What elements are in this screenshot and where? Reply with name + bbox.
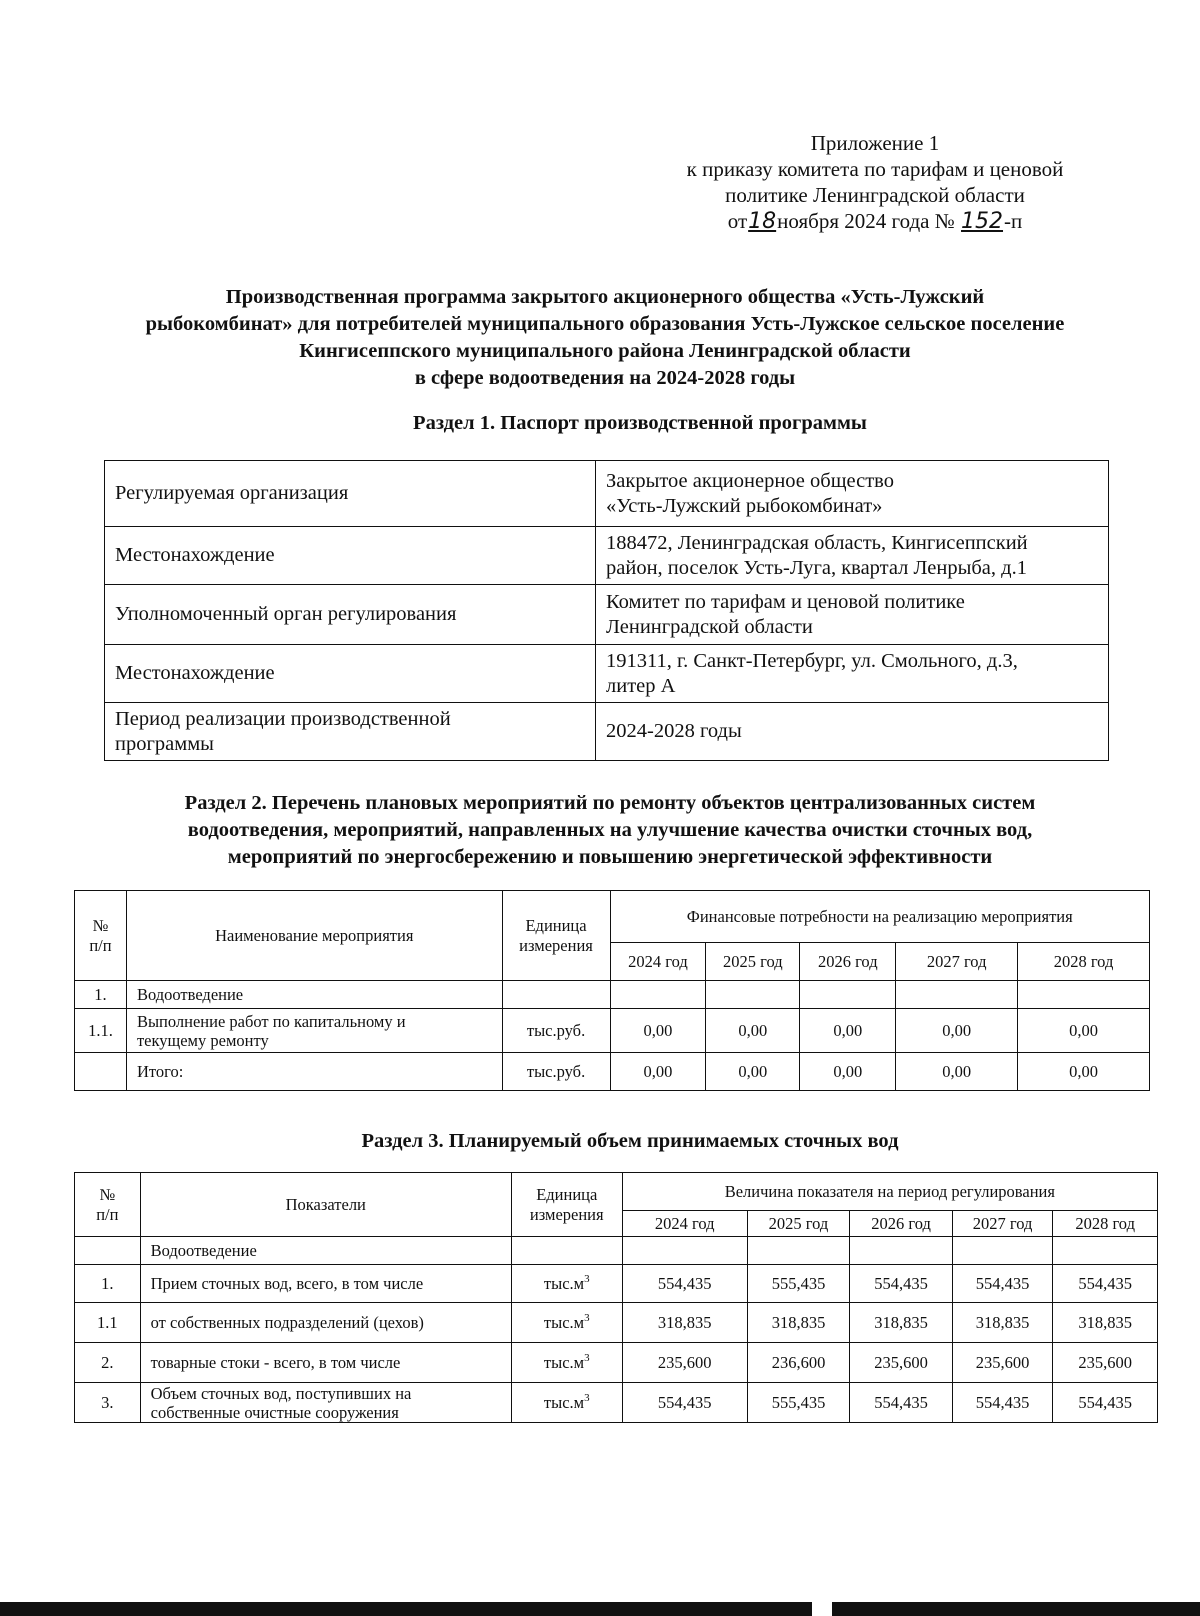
scan-edge-bar	[0, 1602, 1200, 1616]
row-value	[1053, 1237, 1158, 1265]
passport-value	[596, 585, 1109, 645]
col-header-period: Величина показателя на период регулирования	[622, 1173, 1157, 1211]
section-2-heading-line: водоотведения, мероприятий, направленных на улучшение качества очистки сточных вод,	[187, 819, 1033, 841]
col-header-year: 2024 год	[622, 1211, 747, 1237]
row-num	[75, 1237, 141, 1265]
date-prefix: от	[727, 209, 748, 233]
table-row	[75, 1265, 1158, 1303]
header-line: п/п	[89, 935, 112, 955]
header-line: №	[99, 1184, 116, 1204]
table-row	[75, 1237, 1158, 1265]
row-value: 0,00	[706, 1053, 800, 1091]
row-unit	[511, 1343, 622, 1383]
row-value	[952, 1237, 1053, 1265]
passport-label-line: Период реализации производственной	[115, 707, 451, 730]
row-value: 235,600	[1053, 1343, 1158, 1383]
row-unit: тыс.руб.	[502, 1053, 610, 1091]
row-name: Водоотведение	[140, 1237, 511, 1265]
row-value: 235,600	[850, 1343, 953, 1383]
row-value: 236,600	[747, 1343, 850, 1383]
row-value: 554,435	[1053, 1383, 1158, 1423]
volumes-table	[74, 1172, 1158, 1423]
header-line: п/п	[96, 1204, 119, 1224]
passport-label	[105, 703, 596, 761]
row-value: 235,600	[952, 1343, 1053, 1383]
row-num: 3.	[75, 1383, 141, 1423]
title-line-1: Производственная программа закрытого акционерного общества «Усть-Лужский	[225, 286, 985, 308]
table-row	[75, 1383, 1158, 1423]
row-name: от собственных подразделений (цехов)	[140, 1303, 511, 1343]
unit-base: тыс.м	[543, 1393, 585, 1412]
row-unit	[511, 1237, 622, 1265]
passport-value-line: 191311, г. Санкт-Петербург, ул. Смольного, д.3,	[606, 649, 1018, 672]
row-unit	[502, 981, 610, 1009]
row-value: 0,00	[610, 1009, 706, 1053]
row-value: 554,435	[850, 1265, 953, 1303]
section-1-heading: Раздел 1. Паспорт производственной программы	[413, 412, 867, 434]
row-name: Водоотведение	[126, 981, 502, 1009]
unit-power: 3	[584, 1392, 590, 1404]
row-value: 318,835	[850, 1303, 953, 1343]
title-line-4: в сфере водоотведения на 2024-2028 годы	[414, 367, 796, 389]
row-value	[850, 1237, 953, 1265]
passport-row	[105, 585, 1109, 645]
row-value: 0,00	[800, 1053, 896, 1091]
row-name: товарные стоки - всего, в том числе	[140, 1343, 511, 1383]
col-header-year: 2024 год	[610, 943, 706, 981]
row-num: 1.1	[75, 1303, 141, 1343]
row-unit	[511, 1265, 622, 1303]
col-header-year: 2027 год	[896, 943, 1018, 981]
section-3-heading: Раздел 3. Планируемый объем принимаемых сточных вод	[361, 1130, 899, 1152]
row-num: 1.	[75, 981, 127, 1009]
row-value: 318,835	[747, 1303, 850, 1343]
table-header-row	[75, 1173, 1158, 1211]
row-unit	[511, 1303, 622, 1343]
passport-row	[105, 527, 1109, 585]
row-value: 554,435	[622, 1265, 747, 1303]
row-value: 0,00	[1018, 1053, 1150, 1091]
row-name-line: текущему ремонту	[136, 1030, 269, 1050]
passport-value-line: «Усть-Лужский рыбокомбинат»	[606, 494, 883, 517]
row-value: 554,435	[850, 1383, 953, 1423]
row-name: Итого:	[126, 1053, 502, 1091]
header-line: Единица	[525, 915, 587, 935]
col-header-year: 2026 год	[800, 943, 896, 981]
section-2-heading	[60, 790, 1160, 871]
section-2-heading-line: мероприятий по энергосбережению и повышению энергетической эффективности	[227, 846, 993, 868]
row-unit: тыс.руб.	[502, 1009, 610, 1053]
row-value: 318,835	[952, 1303, 1053, 1343]
header-line: измерения	[519, 935, 593, 955]
row-value	[706, 981, 800, 1009]
row-num	[75, 1053, 127, 1091]
row-num: 1.1.	[75, 1009, 127, 1053]
unit-base: тыс.м	[543, 1274, 585, 1293]
row-name-line: Объем сточных вод, поступивших на	[150, 1383, 412, 1403]
passport-label: Местонахождение	[105, 645, 596, 703]
row-value: 555,435	[747, 1265, 850, 1303]
unit-power: 3	[584, 1352, 590, 1364]
col-header-year: 2026 год	[850, 1211, 953, 1237]
col-header-num	[75, 891, 127, 981]
row-name-line: Выполнение работ по капитальному и	[136, 1011, 406, 1031]
row-value: 318,835	[622, 1303, 747, 1343]
table-row	[75, 1343, 1158, 1383]
row-value: 554,435	[1053, 1265, 1158, 1303]
row-value	[896, 981, 1018, 1009]
section-2-heading-line: Раздел 2. Перечень плановых мероприятий по ремонту объектов централизованных систем	[184, 792, 1036, 814]
header-line: №	[92, 915, 109, 935]
col-header-num	[75, 1173, 141, 1237]
measures-table	[74, 890, 1150, 1091]
appendix-line-2: к приказу комитета по тарифам и ценовой	[686, 157, 1064, 181]
passport-row	[105, 461, 1109, 527]
passport-value	[596, 645, 1109, 703]
row-num: 1.	[75, 1265, 141, 1303]
row-name-line: собственные очистные сооружения	[150, 1402, 399, 1422]
col-header-finance: Финансовые потребности на реализацию мероприятия	[610, 891, 1150, 943]
table-row	[75, 1053, 1150, 1091]
passport-label-line: программы	[115, 732, 214, 755]
unit-power: 3	[584, 1273, 590, 1285]
unit-base: тыс.м	[543, 1353, 585, 1372]
row-num: 2.	[75, 1343, 141, 1383]
table-row	[75, 1303, 1158, 1343]
row-value	[622, 1237, 747, 1265]
row-value	[800, 981, 896, 1009]
col-header-year: 2025 год	[706, 943, 800, 981]
col-header-unit	[511, 1173, 622, 1237]
passport-row	[105, 703, 1109, 761]
col-header-unit	[502, 891, 610, 981]
col-header-name: Наименование мероприятия	[126, 891, 502, 981]
document-title	[40, 284, 1170, 392]
passport-value-line: Закрытое акционерное общество	[606, 469, 894, 492]
table-header-row	[75, 891, 1150, 943]
row-value: 318,835	[1053, 1303, 1158, 1343]
row-value: 0,00	[896, 1009, 1018, 1053]
row-value	[747, 1237, 850, 1265]
row-value: 0,00	[800, 1009, 896, 1053]
passport-row	[105, 645, 1109, 703]
row-value: 0,00	[1018, 1009, 1150, 1053]
row-value: 555,435	[747, 1383, 850, 1423]
row-name	[140, 1383, 511, 1423]
row-value: 0,00	[896, 1053, 1018, 1091]
row-value: 554,435	[952, 1265, 1053, 1303]
table-row	[75, 1009, 1150, 1053]
appendix-date-line	[600, 208, 1150, 235]
unit-base: тыс.м	[543, 1313, 585, 1332]
header-line: Единица	[536, 1184, 598, 1204]
unit-power: 3	[584, 1312, 590, 1324]
passport-value-line: Комитет по тарифам и ценовой политике	[606, 590, 965, 613]
passport-label: Регулируемая организация	[105, 461, 596, 527]
appendix-line-3: политике Ленинградской области	[725, 183, 1025, 207]
appendix-line-1: Приложение 1	[810, 131, 940, 155]
passport-table	[104, 460, 1109, 761]
passport-value	[596, 461, 1109, 527]
handwritten-number: 152	[961, 209, 1004, 234]
row-value	[610, 981, 706, 1009]
passport-value-line: район, поселок Усть-Луга, квартал Ленрыба, д.1	[606, 556, 1027, 579]
passport-value	[596, 527, 1109, 585]
row-name	[126, 1009, 502, 1053]
scan-edge-gap	[812, 1602, 832, 1616]
row-name: Прием сточных вод, всего, в том числе	[140, 1265, 511, 1303]
col-header-year: 2025 год	[747, 1211, 850, 1237]
passport-value-line: Ленинградской области	[606, 615, 813, 638]
col-header-year: 2028 год	[1053, 1211, 1158, 1237]
col-header-year: 2028 год	[1018, 943, 1150, 981]
passport-value-line: литер А	[606, 674, 676, 697]
row-value: 0,00	[706, 1009, 800, 1053]
table-row	[75, 981, 1150, 1009]
title-line-3: Кингисеппского муниципального района Ленинградской области	[299, 340, 911, 362]
passport-label: Местонахождение	[105, 527, 596, 585]
row-value: 235,600	[622, 1343, 747, 1383]
passport-label: Уполномоченный орган регулирования	[105, 585, 596, 645]
date-middle: ноября 2024 года №	[777, 209, 955, 233]
number-suffix: -п	[1004, 209, 1023, 233]
passport-value: 2024-2028 годы	[596, 703, 1109, 761]
title-line-2: рыбокомбинат» для потребителей муниципального образования Усть-Лужское сельское поселение	[145, 313, 1065, 335]
passport-value-line: 188472, Ленинградская область, Кингисеппский	[606, 531, 1028, 554]
row-value: 0,00	[610, 1053, 706, 1091]
row-unit	[511, 1383, 622, 1423]
row-value: 554,435	[622, 1383, 747, 1423]
col-header-name: Показатели	[140, 1173, 511, 1237]
header-line: измерения	[529, 1204, 604, 1224]
row-value	[1018, 981, 1150, 1009]
appendix-header	[600, 130, 1150, 235]
col-header-year: 2027 год	[952, 1211, 1053, 1237]
handwritten-day: 18	[748, 209, 777, 234]
row-value: 554,435	[952, 1383, 1053, 1423]
